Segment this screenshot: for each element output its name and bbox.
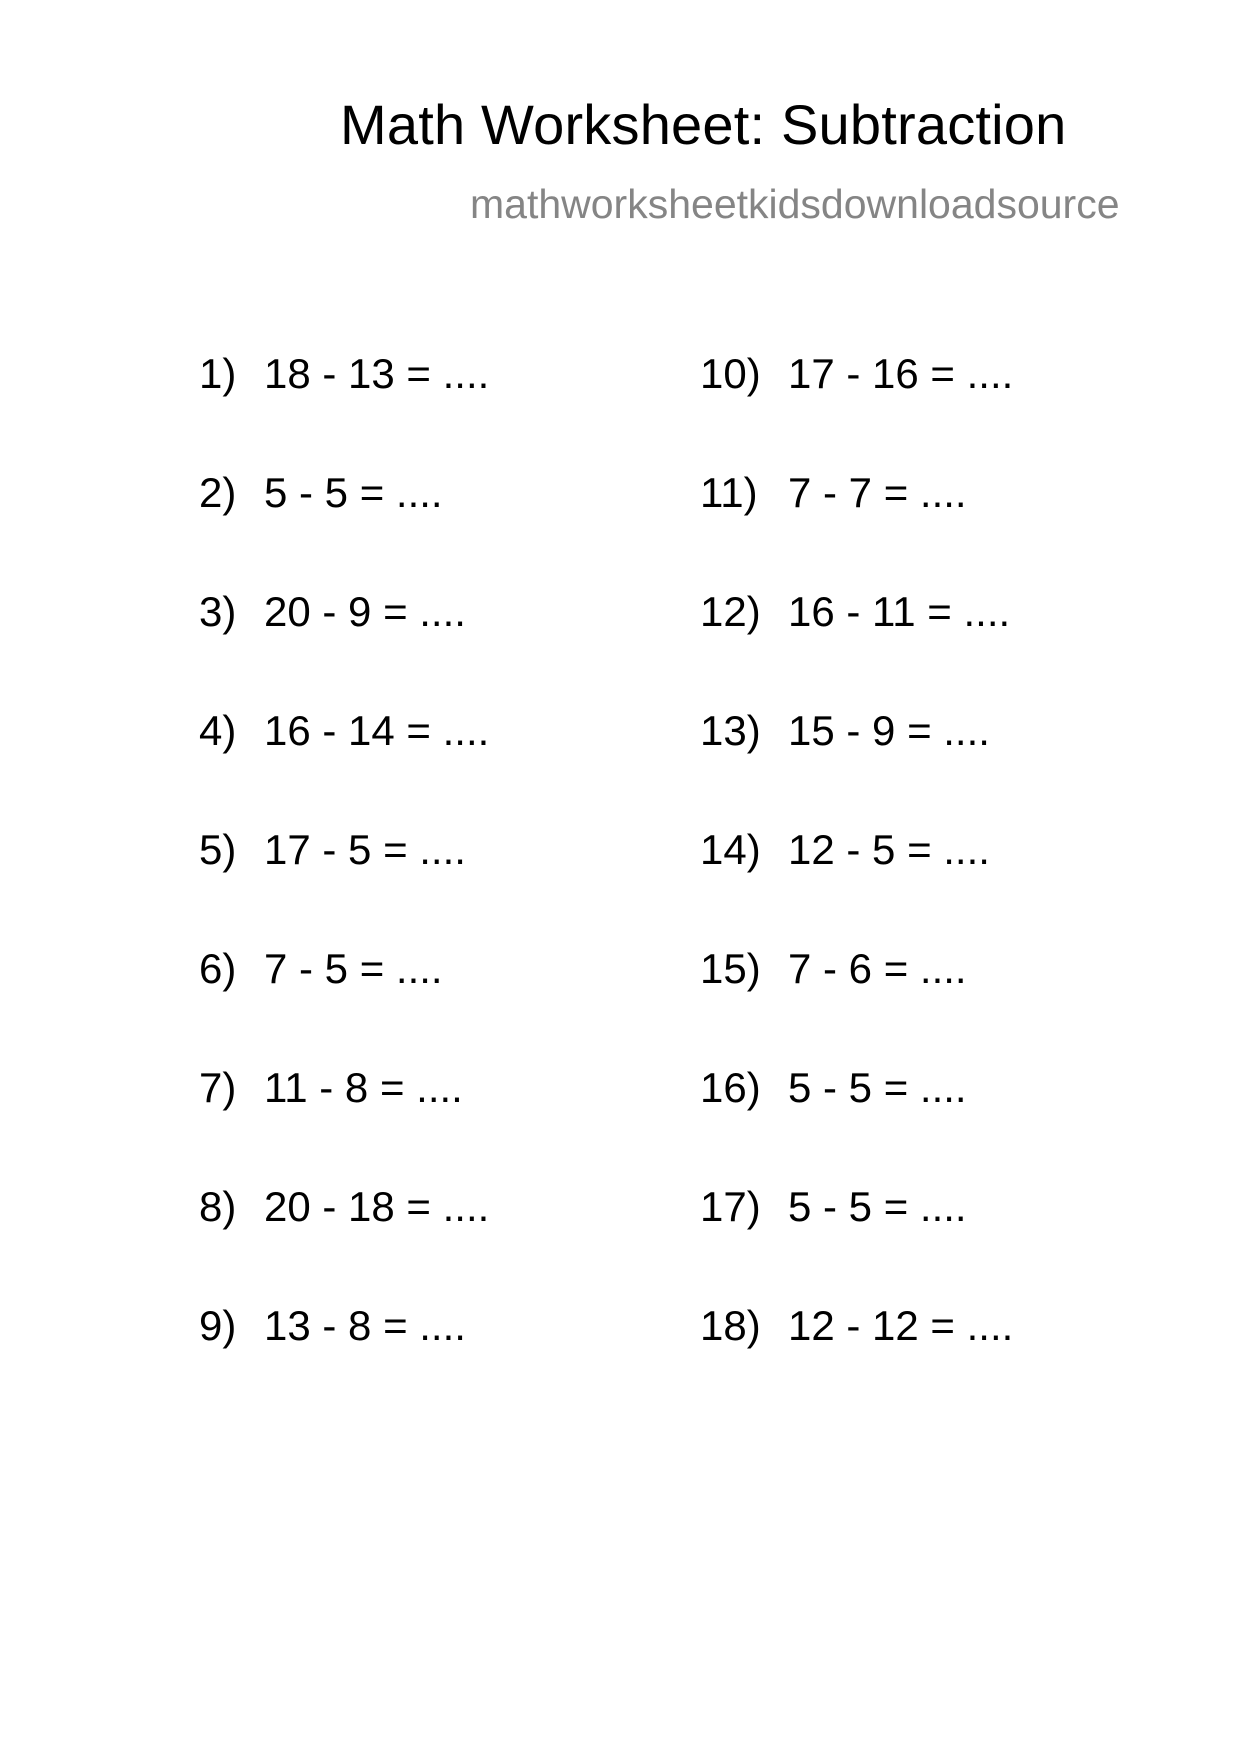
problem-item xyxy=(199,945,489,1067)
problem-number: 1) xyxy=(199,350,237,397)
problem-item xyxy=(700,826,1013,948)
problem-item xyxy=(199,469,489,591)
problem-number: 7) xyxy=(199,1064,237,1111)
problem-expression: 17 - 16 = .... xyxy=(788,350,1014,397)
problem-number: 14) xyxy=(700,826,761,873)
problems-right-column xyxy=(700,350,1014,1424)
problem-item xyxy=(700,945,1013,1067)
problem-number: 16) xyxy=(700,1064,761,1111)
problem-expression: 12 - 5 = .... xyxy=(788,826,990,873)
problem-item xyxy=(199,1302,489,1424)
problem-expression: 17 - 5 = .... xyxy=(264,826,466,873)
problem-item xyxy=(199,588,489,710)
problem-item xyxy=(700,350,1014,472)
problem-expression: 16 - 11 = .... xyxy=(788,588,1011,635)
problem-item xyxy=(700,469,1013,591)
problem-number: 6) xyxy=(199,945,237,992)
problem-number: 3) xyxy=(199,588,237,635)
problem-number: 9) xyxy=(199,1302,237,1349)
problem-number: 2) xyxy=(199,469,237,516)
problem-expression: 7 - 7 = .... xyxy=(788,469,967,516)
problem-number: 8) xyxy=(199,1183,237,1230)
problem-item xyxy=(700,588,1013,710)
problem-item xyxy=(199,1064,489,1186)
problem-expression: 20 - 9 = .... xyxy=(264,588,466,635)
problem-number: 12) xyxy=(700,588,761,635)
problem-number: 13) xyxy=(700,707,761,754)
worksheet-title: Math Worksheet: Subtraction xyxy=(340,93,1067,156)
problem-expression: 5 - 5 = .... xyxy=(788,1183,967,1230)
problem-number: 11) xyxy=(700,469,758,516)
problem-item xyxy=(199,1183,490,1305)
problem-item xyxy=(199,350,490,472)
problem-expression: 16 - 14 = .... xyxy=(264,707,490,754)
problem-expression: 11 - 8 = .... xyxy=(264,1064,463,1111)
problem-number: 4) xyxy=(199,707,237,754)
problem-item xyxy=(199,707,490,829)
problems-left-column xyxy=(199,350,490,1424)
problem-number: 17) xyxy=(700,1183,761,1230)
problem-expression: 15 - 9 = .... xyxy=(788,707,990,754)
worksheet-source: mathworksheetkidsdownloadsource xyxy=(470,181,1120,227)
problem-expression: 7 - 6 = .... xyxy=(788,945,967,992)
problem-expression: 5 - 5 = .... xyxy=(788,1064,967,1111)
problem-expression: 12 - 12 = .... xyxy=(788,1302,1014,1349)
problem-item xyxy=(700,1302,1014,1424)
problem-expression: 7 - 5 = .... xyxy=(264,945,443,992)
problem-expression: 13 - 8 = .... xyxy=(264,1302,466,1349)
problem-expression: 20 - 18 = .... xyxy=(264,1183,490,1230)
problem-item xyxy=(199,826,489,948)
problem-number: 15) xyxy=(700,945,761,992)
problem-item xyxy=(700,1183,1013,1305)
problem-item xyxy=(700,1064,1013,1186)
problem-expression: 18 - 13 = .... xyxy=(264,350,490,397)
problem-number: 18) xyxy=(700,1302,761,1349)
problem-expression: 5 - 5 = .... xyxy=(264,469,443,516)
problem-item xyxy=(700,707,1013,829)
problem-number: 10) xyxy=(700,350,761,397)
problem-number: 5) xyxy=(199,826,237,873)
